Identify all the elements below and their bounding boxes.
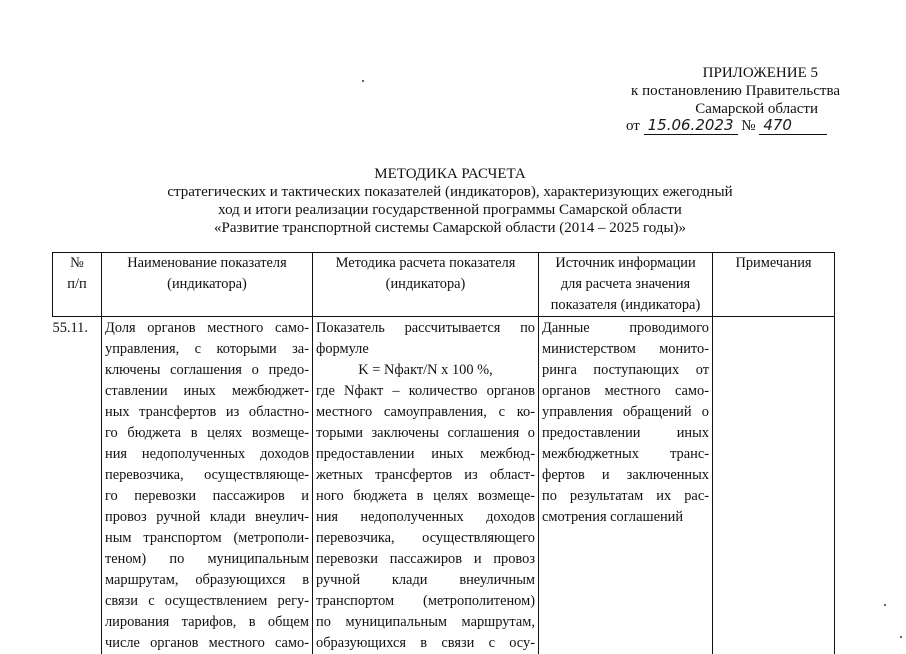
indicators-table (52, 252, 835, 654)
header-number: № п/п (53, 253, 102, 317)
scan-speck (900, 636, 902, 638)
handwritten-number: 470 (759, 116, 827, 135)
notes-cell (713, 317, 835, 654)
source-cell: Данные проводимого министерством монито- ринга поступающих от органов местного само- управления обращений о предоставлении иных межбюджетных транс- фертов и заключенных по результатам их рас- смотрения соглашений (539, 317, 713, 654)
header-method: Методика расчета показателя (индикатора) (313, 253, 539, 317)
document-subtitle-1: стратегических и тактических показателей (индикаторов), характеризующих ежегодный (120, 183, 780, 201)
indicator-name-cell: Доля органов местного само- управления, с которыми за- ключены соглашения о предо- ставлении иных межбюджет- ных трансфертов из областно- го бюджета в целях возмеще- ния недополученных доходов перевозчика, осуществляюще- го перевозки пассажиров и провоз ручной клади внеулич- ным транспортом (метрополи- теном) по муниципальным маршрутам, образующихся в связи с осуществлением регу- лирования тарифов, в общем числе органов местного само- (102, 317, 313, 654)
number-prefix: № (741, 118, 755, 134)
document-title-block (120, 165, 780, 237)
date-number-line (626, 116, 856, 135)
document-subtitle-3: «Развитие транспортной системы Самарской области (2014 – 2025 годы)» (120, 219, 780, 237)
row-number: 55.11. (53, 317, 102, 654)
region-caption: Самарской области (560, 100, 840, 118)
formula: K = Nфакт/N x 100 %, (316, 360, 535, 381)
header-notes: Примечания (713, 253, 835, 317)
header-source: Источник информации для расчета значения показателя (индикатора) (539, 253, 713, 317)
appendix-header (560, 64, 840, 118)
document-title: МЕТОДИКА РАСЧЕТА (120, 165, 780, 183)
scan-speck (362, 80, 364, 82)
scan-speck (884, 604, 886, 606)
date-prefix: от (626, 118, 640, 134)
table-header-row (53, 253, 835, 317)
header-indicator-name: Наименование показателя (индикатора) (102, 253, 313, 317)
handwritten-date: 15.06.2023 (644, 116, 738, 135)
document-subtitle-2: ход и итоги реализации государственной программы Самарской области (120, 201, 780, 219)
resolution-caption: к постановлению Правительства (560, 82, 840, 100)
appendix-title: ПРИЛОЖЕНИЕ 5 (560, 64, 840, 82)
table-row (53, 317, 835, 654)
method-cell: Показатель рассчитывается по формуле K = Nфакт/N x 100 %, где Nфакт – количество органов местного самоуправления, с ко- торыми заключены соглашения о предоставлении иных межбюд- жетных трансфертов из област- ного бюджета в целях возмеще- ния недополученных доходов перевозчика, осуществляющего перевозки пассажиров и провоз ручной клади внеуличным транспортом (метрополитеном) по муниципальным маршрутам, образующихся в связи с осу- (313, 317, 539, 654)
